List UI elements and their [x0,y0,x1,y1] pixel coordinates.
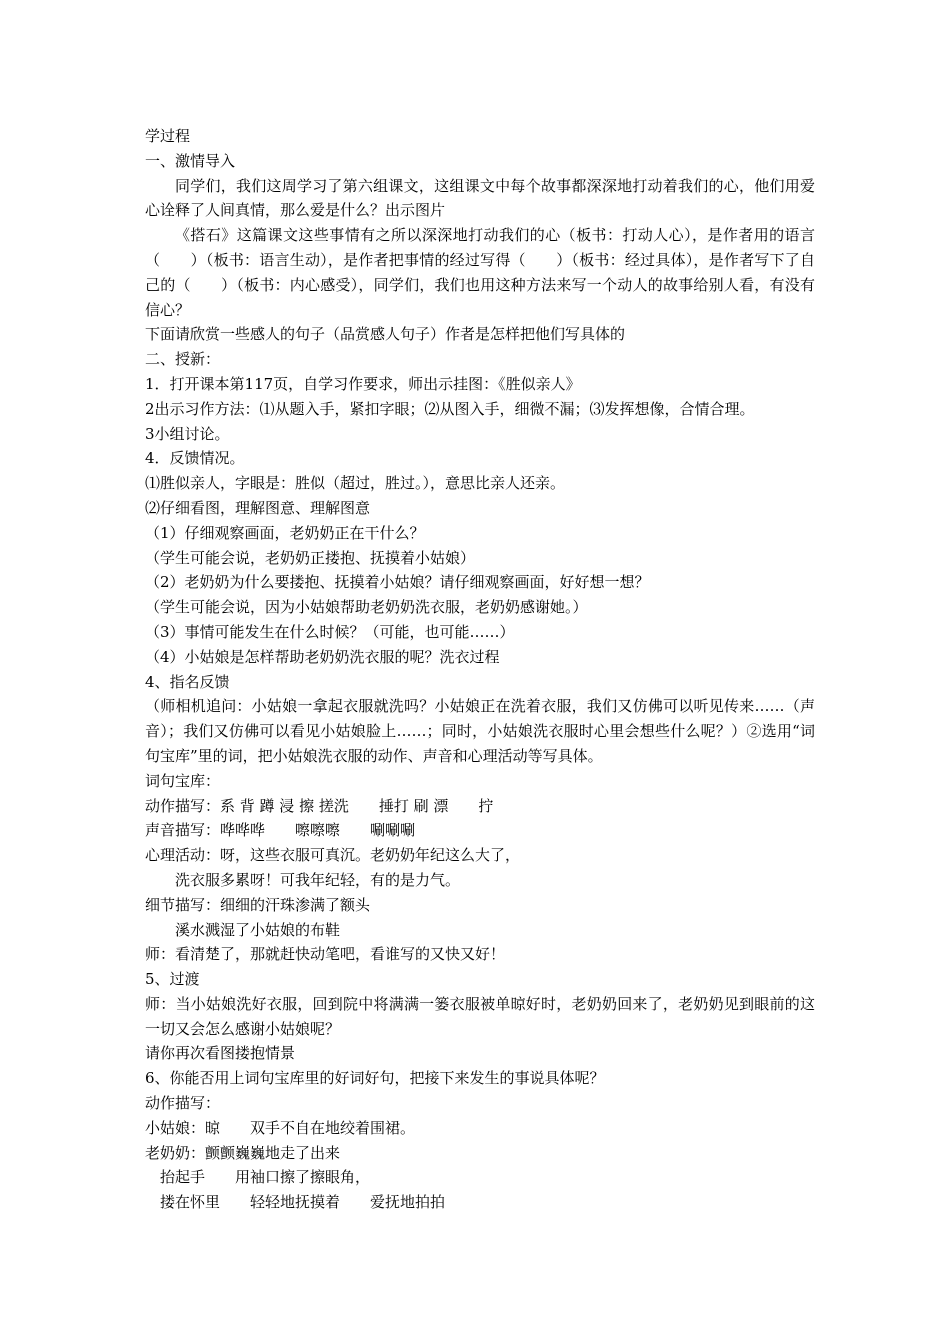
text-line: 洗衣服多累呀！可我年纪轻，有的是力气。 [145,870,461,889]
text-line: 动作描写： [145,1094,221,1113]
paragraph: 同学们，我们这周学习了第六组课文，这组课文中每个故事都深深地打动着我们的心，他们用爱心诠释了人间真情，那么爱是什么？出示图片 [145,176,815,220]
text-line: 搂在怀里 轻轻地抚摸着 爱抚地拍拍 [145,1193,446,1212]
text-line: （4）小姑娘是怎样帮助老奶奶洗衣服的呢？洗衣过程 [145,647,500,666]
text-line: （2）老奶奶为什么要搂抱、抚摸着小姑娘？请仔细观察画面，好好想一想？ [145,573,650,592]
section-title: 学过程 [145,127,191,145]
text-line: 4、指名反馈 [145,672,230,691]
text-line: 2出示习作方法：⑴从题入手，紧扣字眼；⑵从图入手，细微不漏；⑶发挥想像，合情合理。 [145,399,755,418]
text-line: 4．反馈情况。 [145,449,245,468]
text-line: 师：看清楚了，那就赶快动笔吧，看谁写的又快又好！ [145,945,506,964]
text-line: 抬起手 用袖口擦了擦眼角， [145,1168,371,1187]
text-line: 请你再次看图搂抱情景 [145,1044,296,1063]
paragraph: （师相机追问：小姑娘一拿起衣服就洗吗？小姑娘正在洗着衣服，我们又仿佛可以听见传来……（声音）；我们又仿佛可以看见小姑娘脸上……；同时，小姑娘洗衣服时心里会想些什么呢？）②选用“词句宝库”里的词，把小姑娘洗衣服的动作、声音和心理活动等写具体。 [145,697,815,765]
text-line: （学生可能会说，老奶奶正搂抱、抚摸着小姑娘） [145,548,476,567]
paragraph: 《搭石》这篇课文这些事情有之所以深深地打动我们的心（板书：打动人心），是作者用的语言（ ）（板书：语言生动），是作者把事情的经过写得（ ）（板书：经过具体），是作者写下了自己的（ ）（板书：内心感受），同学们，我们也用这种方法来写一个动人的故事给别人看，有没有信心？ [145,226,815,319]
text-line: 声音描写：哗哗哗 嚓嚓嚓 唰唰唰 [145,821,416,840]
text-line: 6、你能否用上词句宝库里的好词好句，把接下来发生的事说具体呢？ [145,1069,605,1088]
text-line: 溪水溅湿了小姑娘的布鞋 [145,920,341,939]
text-line: 下面请欣赏一些感人的句子（品赏感人句子）作者是怎样把他们写具体的 [145,325,626,344]
text-line: （1）仔细观察画面，老奶奶正在干什么？ [145,523,425,542]
text-line: 5、过渡 [145,970,200,989]
text-line: ⑵仔细看图，理解图意、理解图意 [145,498,371,517]
heading-new-lesson: 二、授新： [145,350,221,369]
text-line: ⑴胜似亲人，字眼是：胜似（超过，胜过。），意思比亲人还亲。 [145,474,566,493]
text-line: 动作描写：系 背 蹲 浸 擦 搓洗 捶打 刷 漂 拧 [145,796,494,815]
text-line: 1．打开课本第117页，自学习作要求，师出示挂图：《胜似亲人》 [145,374,581,393]
text-line: 老奶奶：颤颤巍巍地走了出来 [145,1143,341,1162]
text-line: 细节描写：细细的汗珠渗满了额头 [145,895,371,914]
text-line: 词句宝库： [145,771,221,790]
text-line: 心理活动：呀，这些衣服可真沉。老奶奶年纪这么大了， [145,846,521,865]
text-line: （3）事情可能发生在什么时候？（可能，也可能……） [145,622,515,641]
text-line: 3小组讨论。 [145,424,230,443]
document-body [145,124,815,1215]
text-line: 小姑娘：晾 双手不自在地绞着围裙。 [145,1118,416,1137]
heading-intro: 一、激情导入 [145,151,236,170]
paragraph: 师：当小姑娘洗好衣服，回到院中将满满一篓衣服被单晾好时，老奶奶回来了，老奶奶见到眼前的这一切又会怎么感谢小姑娘呢？ [145,994,815,1038]
text-line: （学生可能会说，因为小姑娘帮助老奶奶洗衣服，老奶奶感谢她。） [145,598,588,617]
